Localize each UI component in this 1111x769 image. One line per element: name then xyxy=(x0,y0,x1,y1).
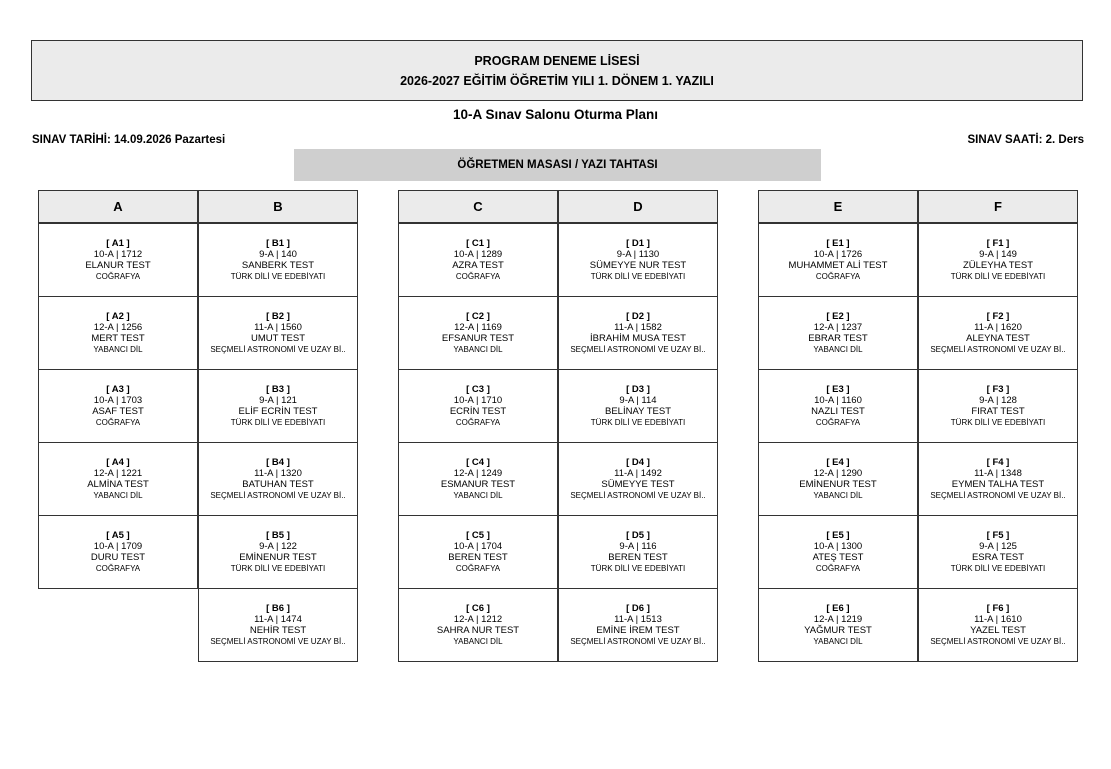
seat-code: [ E2 ] xyxy=(826,311,850,322)
seat-code: [ C1 ] xyxy=(466,238,490,249)
exam-date: SINAV TARİHİ: 14.09.2026 Pazartesi xyxy=(32,134,226,146)
student-name: ALEYNA TEST xyxy=(966,333,1030,344)
student-name: EYMEN TALHA TEST xyxy=(951,479,1045,490)
seat-code: [ F6 ] xyxy=(986,603,1010,614)
student-name: EMİNENUR TEST xyxy=(799,479,877,490)
seat-class-number: 11-A | 1320 xyxy=(254,468,302,479)
seat-class-number: 10-A | 1289 xyxy=(453,249,503,260)
student-name: SÜMEYYE TEST xyxy=(601,479,675,490)
course-name: YABANCI DİL xyxy=(93,345,143,354)
course-name: SEÇMELİ ASTRONOMİ VE UZAY Bİ.. xyxy=(930,345,1066,354)
student-name: ESRA TEST xyxy=(971,552,1025,563)
student-name: FIRAT TEST xyxy=(971,406,1025,417)
seat-cell xyxy=(558,515,718,589)
seat-code: [ D3 ] xyxy=(626,384,650,395)
student-name: EMİNE İREM TEST xyxy=(596,625,680,636)
course-name: SEÇMELİ ASTRONOMİ VE UZAY Bİ.. xyxy=(210,637,346,646)
seat-code: [ F5 ] xyxy=(986,530,1010,541)
course-name: YABANCI DİL xyxy=(453,637,503,646)
seat-code: [ E4 ] xyxy=(826,457,850,468)
student-name: SANBERK TEST xyxy=(241,260,315,271)
term-title: 2026-2027 EĞİTİM ÖĞRETİM YILI 1. DÖNEM 1. YAZILI xyxy=(400,73,714,88)
seat-cell xyxy=(558,588,718,662)
course-name: COĞRAFYA xyxy=(95,564,141,573)
student-name: EBRAR TEST xyxy=(808,333,868,344)
student-name: ATEŞ TEST xyxy=(812,552,864,563)
seat-code: [ C5 ] xyxy=(466,530,490,541)
seat-cell xyxy=(758,442,918,516)
seat-cell xyxy=(38,223,198,297)
seat-cell xyxy=(758,515,918,589)
seat-class-number: 12-A | 1237 xyxy=(813,322,863,333)
course-name: SEÇMELİ ASTRONOMİ VE UZAY Bİ.. xyxy=(570,345,706,354)
student-name: NEHİR TEST xyxy=(249,625,307,636)
seat-cell xyxy=(398,588,558,662)
student-name: ASAF TEST xyxy=(92,406,144,417)
seat-class-number: 10-A | 1704 xyxy=(453,541,503,552)
column-header-b: B xyxy=(198,190,358,223)
student-name: BEREN TEST xyxy=(448,552,508,563)
seat-class-number: 9-A | 122 xyxy=(259,541,297,552)
seat-class-number: 12-A | 1290 xyxy=(813,468,863,479)
seat-code: [ D1 ] xyxy=(626,238,650,249)
student-name: MUHAMMET ALİ TEST xyxy=(788,260,888,271)
seat-class-number: 11-A | 1610 xyxy=(974,614,1022,625)
seat-class-number: 12-A | 1169 xyxy=(454,322,502,333)
seat-cell xyxy=(398,223,558,297)
course-name: COĞRAFYA xyxy=(815,418,861,427)
seat-code: [ D2 ] xyxy=(626,311,650,322)
seat-cell xyxy=(558,296,718,370)
student-name: YAZEL TEST xyxy=(970,625,1026,636)
student-name: SAHRA NUR TEST xyxy=(436,625,520,636)
seat-cell xyxy=(558,442,718,516)
student-name: BEREN TEST xyxy=(608,552,668,563)
seat-cell xyxy=(918,588,1078,662)
seat-cell xyxy=(758,223,918,297)
seat-code: [ C2 ] xyxy=(466,311,490,322)
seat-cell xyxy=(38,296,198,370)
seat-class-number: 9-A | 114 xyxy=(619,395,657,406)
seat-cell xyxy=(918,369,1078,443)
seat-cell xyxy=(758,369,918,443)
seat-code: [ B6 ] xyxy=(266,603,290,614)
seat-class-number: 12-A | 1221 xyxy=(93,468,143,479)
seat-cell xyxy=(918,442,1078,516)
seat-cell xyxy=(198,588,358,662)
student-name: İBRAHİM MUSA TEST xyxy=(590,333,686,344)
seat-cell xyxy=(758,296,918,370)
student-name: UMUT TEST xyxy=(250,333,305,344)
student-name: EFSANUR TEST xyxy=(441,333,515,344)
seat-class-number: 11-A | 1582 xyxy=(614,322,662,333)
seat-class-number: 11-A | 1620 xyxy=(974,322,1022,333)
seat-class-number: 9-A | 149 xyxy=(979,249,1017,260)
course-name: COĞRAFYA xyxy=(455,418,501,427)
student-name: BATUHAN TEST xyxy=(242,479,314,490)
seat-class-number: 9-A | 1130 xyxy=(616,249,660,260)
seat-class-number: 11-A | 1474 xyxy=(254,614,302,625)
student-name: MERT TEST xyxy=(91,333,145,344)
course-name: SEÇMELİ ASTRONOMİ VE UZAY Bİ.. xyxy=(210,491,346,500)
seat-code: [ B5 ] xyxy=(266,530,290,541)
course-name: TÜRK DİLİ VE EDEBİYATI xyxy=(230,418,326,427)
seat-class-number: 10-A | 1703 xyxy=(93,395,143,406)
seat-class-number: 12-A | 1219 xyxy=(813,614,863,625)
seat-class-number: 9-A | 140 xyxy=(259,249,297,260)
seat-cell xyxy=(558,369,718,443)
plan-title: 10-A Sınav Salonu Oturma Planı xyxy=(452,107,659,122)
seat-cell xyxy=(38,442,198,516)
course-name: TÜRK DİLİ VE EDEBİYATI xyxy=(950,272,1046,281)
student-name: NAZLI TEST xyxy=(811,406,865,417)
seat-code: [ E5 ] xyxy=(826,530,850,541)
column-header-f: F xyxy=(918,190,1078,223)
seat-cell xyxy=(198,296,358,370)
student-name: BELİNAY TEST xyxy=(605,406,671,417)
seat-cell xyxy=(38,369,198,443)
seat-class-number: 9-A | 121 xyxy=(259,395,297,406)
student-name: ELİF ECRİN TEST xyxy=(238,406,318,417)
course-name: TÜRK DİLİ VE EDEBİYATI xyxy=(230,564,326,573)
seat-code: [ F4 ] xyxy=(986,457,1010,468)
course-name: YABANCI DİL xyxy=(813,637,863,646)
seat-cell xyxy=(758,588,918,662)
course-name: YABANCI DİL xyxy=(453,345,503,354)
seat-class-number: 10-A | 1300 xyxy=(813,541,863,552)
seat-code: [ B4 ] xyxy=(266,457,290,468)
seat-class-number: 11-A | 1348 xyxy=(974,468,1022,479)
course-name: COĞRAFYA xyxy=(455,272,501,281)
exam-time: SINAV SAATİ: 2. Ders xyxy=(967,134,1084,146)
seat-code: [ F1 ] xyxy=(986,238,1010,249)
seat-cell xyxy=(398,442,558,516)
seat-class-number: 10-A | 1710 xyxy=(453,395,503,406)
column-header-d: D xyxy=(558,190,718,223)
seat-code: [ C6 ] xyxy=(466,603,490,614)
seat-cell xyxy=(918,223,1078,297)
course-name: TÜRK DİLİ VE EDEBİYATI xyxy=(230,272,326,281)
course-name: COĞRAFYA xyxy=(95,272,141,281)
seat-cell xyxy=(198,515,358,589)
seat-class-number: 12-A | 1212 xyxy=(453,614,503,625)
course-name: SEÇMELİ ASTRONOMİ VE UZAY Bİ.. xyxy=(570,637,706,646)
course-name: YABANCI DİL xyxy=(453,491,503,500)
course-name: YABANCI DİL xyxy=(813,491,863,500)
seat-cell xyxy=(398,296,558,370)
seat-code: [ E1 ] xyxy=(826,238,850,249)
seat-code: [ C4 ] xyxy=(466,457,490,468)
course-name: COĞRAFYA xyxy=(815,272,861,281)
student-name: ALMİNA TEST xyxy=(87,479,149,490)
student-name: DURU TEST xyxy=(90,552,146,563)
column-header-a: A xyxy=(38,190,198,223)
course-name: SEÇMELİ ASTRONOMİ VE UZAY Bİ.. xyxy=(930,637,1066,646)
course-name: COĞRAFYA xyxy=(815,564,861,573)
course-name: YABANCI DİL xyxy=(93,491,143,500)
column-header-c: C xyxy=(398,190,558,223)
course-name: TÜRK DİLİ VE EDEBİYATI xyxy=(950,564,1046,573)
course-name: COĞRAFYA xyxy=(95,418,141,427)
seat-class-number: 10-A | 1709 xyxy=(93,541,143,552)
student-name: ELANUR TEST xyxy=(85,260,151,271)
seat-code: [ D6 ] xyxy=(626,603,650,614)
seat-class-number: 10-A | 1726 xyxy=(813,249,863,260)
seat-cell xyxy=(398,369,558,443)
student-name: AZRA TEST xyxy=(452,260,504,271)
seat-cell xyxy=(918,515,1078,589)
course-name: TÜRK DİLİ VE EDEBİYATI xyxy=(590,272,686,281)
course-name: SEÇMELİ ASTRONOMİ VE UZAY Bİ.. xyxy=(930,491,1066,500)
seat-code: [ A3 ] xyxy=(106,384,130,395)
seat-class-number: 9-A | 128 xyxy=(979,395,1017,406)
course-name: TÜRK DİLİ VE EDEBİYATI xyxy=(950,418,1046,427)
course-name: TÜRK DİLİ VE EDEBİYATI xyxy=(590,564,686,573)
student-name: YAĞMUR TEST xyxy=(804,625,872,636)
course-name: TÜRK DİLİ VE EDEBİYATI xyxy=(590,418,686,427)
seat-code: [ B2 ] xyxy=(266,311,290,322)
seat-code: [ A4 ] xyxy=(106,457,130,468)
student-name: EMİNENUR TEST xyxy=(239,552,317,563)
seat-code: [ B3 ] xyxy=(266,384,290,395)
seat-cell xyxy=(198,369,358,443)
seat-cell xyxy=(198,223,358,297)
course-name: SEÇMELİ ASTRONOMİ VE UZAY Bİ.. xyxy=(210,345,346,354)
seat-code: [ F2 ] xyxy=(986,311,1010,322)
seat-code: [ D4 ] xyxy=(626,457,650,468)
course-name: SEÇMELİ ASTRONOMİ VE UZAY Bİ.. xyxy=(570,491,706,500)
school-name: PROGRAM DENEME LİSESİ xyxy=(474,53,640,68)
seat-code: [ F3 ] xyxy=(986,384,1010,395)
seat-code: [ D5 ] xyxy=(626,530,650,541)
seat-code: [ E3 ] xyxy=(826,384,850,395)
seat-cell xyxy=(918,296,1078,370)
seat-code: [ E6 ] xyxy=(826,603,850,614)
student-name: SÜMEYYE NUR TEST xyxy=(589,260,687,271)
seat-class-number: 10-A | 1712 xyxy=(93,249,143,260)
teacher-desk: ÖĞRETMEN MASASI / YAZI TAHTASI xyxy=(294,149,821,181)
seat-class-number: 12-A | 1256 xyxy=(93,322,143,333)
seat-cell xyxy=(198,442,358,516)
seat-class-number: 11-A | 1513 xyxy=(614,614,662,625)
seat-code: [ B1 ] xyxy=(266,238,290,249)
seat-class-number: 11-A | 1492 xyxy=(614,468,662,479)
seat-class-number: 11-A | 1560 xyxy=(254,322,302,333)
seat-cell xyxy=(558,223,718,297)
seat-code: [ A2 ] xyxy=(106,311,130,322)
seat-code: [ A1 ] xyxy=(106,238,130,249)
school-header xyxy=(31,40,1083,101)
course-name: COĞRAFYA xyxy=(455,564,501,573)
seat-class-number: 9-A | 125 xyxy=(979,541,1017,552)
student-name: ZÜLEYHA TEST xyxy=(962,260,1034,271)
seat-code: [ C3 ] xyxy=(466,384,490,395)
seat-class-number: 12-A | 1249 xyxy=(453,468,503,479)
seat-code: [ A5 ] xyxy=(106,530,130,541)
seat-cell xyxy=(398,515,558,589)
seat-class-number: 9-A | 116 xyxy=(619,541,657,552)
course-name: YABANCI DİL xyxy=(813,345,863,354)
seat-class-number: 10-A | 1160 xyxy=(814,395,862,406)
column-header-e: E xyxy=(758,190,918,223)
student-name: ESMANUR TEST xyxy=(440,479,516,490)
student-name: ECRİN TEST xyxy=(449,406,507,417)
seat-cell xyxy=(38,515,198,589)
